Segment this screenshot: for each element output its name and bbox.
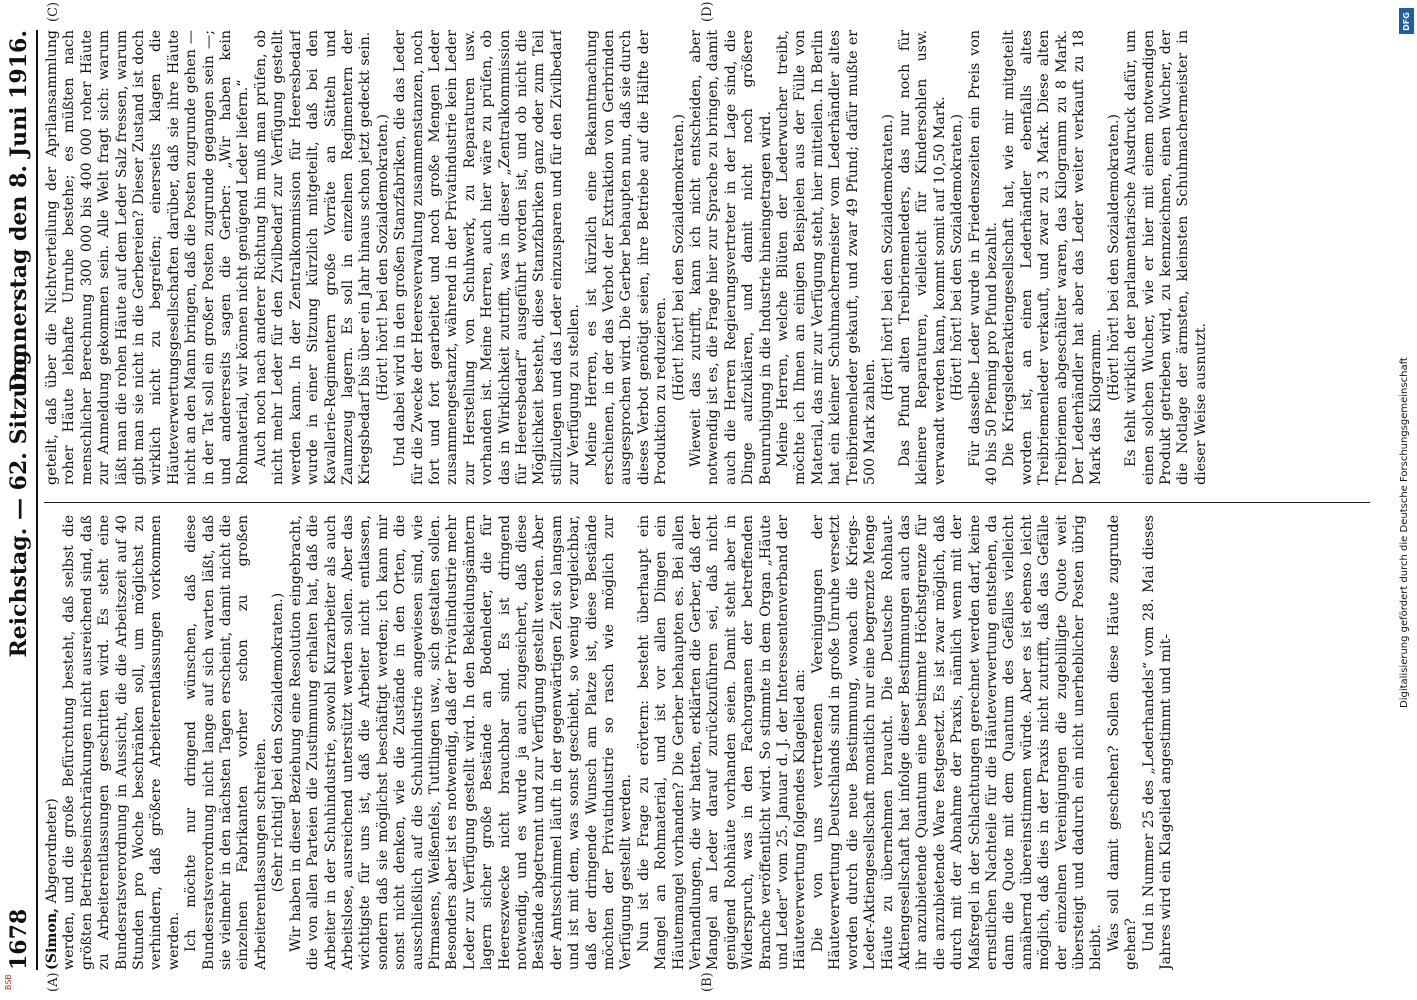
paragraph: Es fehlt wirklich der parlamentarische Ausdruck dafür, um einen solchen Wucher, wie er hier mit einem notwendigen Produkt getrieben wird, zu kennzeichnen, einen Wucher, der die Notlage der ärmsten, kleinsten Schuhmachermeister in dieser Weise ausnutzt. <box>1123 30 1209 485</box>
paragraph: Die von uns vertretenen Vereinigungen der Häuteverwertung Deutschlands sind in große Unruhe versetzt worden durch die neue Bestimmung, wonach die Kriegs-Leder-Aktiengesellschaft monatlich nur eine begrenzte Menge Häute zu übernehmen braucht. Die Deutsche Rohhaut-Aktiengesellschaft hat infolge dieser Bestimmungen auch das ihr anzubietende Quantum eine bestimmte Höchstgrenze für die anzubietende Ware festgesetzt. Es ist zwar möglich, daß durch mit der Abnahme der Praxis, nämlich wenn mit der Maßregel in der Schlachtungen gerechnet werden darf, keine ernstlichen Nachteile für die Häuteverwertung entstehen, da dann die Quote mit dem Quantum des Gefälles vielleicht annähernd übereinstimmen würde. Aber es ist ebenso leicht möglich, daß dies in der Praxis nicht zutrifft, daß das Gefälle der einzelnen Vereinigungen die zugebilligte Quote weit übersteigt und dadurch ein nicht unerheblicher Posten übrig bleibt. <box>809 515 1105 970</box>
margin-letter-a: (A) <box>46 972 61 992</box>
interjection: (Hört! hört! bei den Sozialdemokraten.) <box>879 113 896 402</box>
interjection: (Hört! hört! bei den Sozialdemokraten.) <box>949 113 966 402</box>
page-header <box>6 30 38 970</box>
paragraph: Wieweit das zutrifft, kann ich nicht entscheiden, aber notwendig ist es, die Frage hier zur Sprache zu bringen, damit auch die Herren Regierungsvertreter in der Lage sind, die Dinge aufzuklären, und damit nicht noch größere Beunruhigung in die Industrie hineingetragen wird. <box>688 30 774 485</box>
margin-letter-c: (C) <box>46 1 61 22</box>
library-stamp-text: BSB <box>4 974 13 990</box>
paragraph: geteilt, daß über die Nichtverteilung der Aprilansammlung roher Häute lebhafte Unruhe bestehe; es müßten nach menschlicher Berechnung 300 000 bis 400 000 roher Häute zur Anmeldung gekommen sein. Alle Welt fragt sich: warum läßt man die rohen Häute auf dem Leder Salz fressen, warum gibt man sie nicht in die Gerbereien? Dieser Zustand ist doch wirklich nicht zu begreifen; einerseits klagen die Häuteverwertungsgesellschaften darüber, daß sie ihre Häute nicht an den Mann bringen, daß die Posten zugrunde gehen — in der Tat soll ein großer Posten zugrunde gegangen sein —; und andererseits sagen die Gerber: „Wir haben kein Rohmaterial, wir können nicht genügend Leder liefern.“ <box>44 30 252 485</box>
page-number: 1678 <box>6 908 32 970</box>
paragraph: Ich möchte nur dringend wünschen, daß diese Bundesratsverordnung nicht lange auf sich warten läßt, daß sie vielmehr in den nächsten Tagen erscheint, damit nicht die einzelnen Fabrikanten vorher schon zu großen Arbeiterentlassungen schreiten. <box>183 515 269 970</box>
funding-credit: Digitalisierung gefördert durch die Deutsche Forschungsgemeinschaft <box>1399 357 1410 708</box>
paragraph: Und dabei wird in den großen Stanzfabriken, die das Leder für die Zwecke der Heeresverwaltung zusammenstanzen, noch fort und fort gearbeitet und noch große Mengen Leder zusammengestanzt, während in der Privatindustrie kein Leder zur Herstellung von Schuhwerk, zu Reparaturen usw. vorhanden ist. Meine Herren, auch hier wäre zu prüfen, ob das in Wirklichkeit zutrifft, was in dieser „Zentralkommission für Heeresbedarf“ ausgeführt worden ist, und ob nicht die Möglichkeit besteht, diese Stanzfabriken ganz oder zum Teil stillzulegen und das Leder einzusparen und für den Zivilbedarf zur Verfügung zu stellen. <box>392 30 583 485</box>
page-date: Donnerstag den 8. Juni 1916. <box>6 30 32 393</box>
interjection: (Hört! hört! bei den Sozialdemokraten.) <box>670 113 687 402</box>
paragraph: Auch noch nach anderer Richtung hin muß man prüfen, ob nicht mehr Leder für den Zivilbedarf zur Verfügung gestellt werden kann. In der Zentralkommission für Heeresbedarf wurde in einer Sitzung kürzlich mitgeteilt, daß bei den Kavallerie-Regimentern große Vorräte an Sätteln und Zaumzeug lagern. Es soll in einzelnen Regimentern der Kriegsbedarf bis über ein Jahr hinaus schon jetzt gedeckt sein. <box>252 30 374 485</box>
paragraph: werden, und die große Befürchtung besteht, daß selbst die größten Betriebseinschränkungen nicht ausreichend sind, daß zu Arbeiterentlassungen geschritten wird. Es steht eine Bundesratsverordnung in Aussicht, die die Arbeitszeit auf 40 Stunden pro Woche beschränken soll, um möglichst zu verhindern, daß größere Arbeiterentlassungen vorkommen werden. <box>61 515 182 970</box>
speaker-role: Abgeordneter) <box>44 798 60 904</box>
speaker-name: (Simon, <box>44 907 60 970</box>
text-column-right <box>44 30 1370 485</box>
paragraph: Und in Nummer 25 des „Lederhandels“ vom 28. Mai dieses Jahres wird ein Klagelied angestimmt und mit- <box>1140 515 1174 970</box>
paragraph: Was soll damit geschehen? Sollen diese Häute zugrunde gehen? <box>1105 515 1140 970</box>
paragraph: Meine Herren, es ist kürzlich eine Bekanntmachung erschienen, in der das Verbot der Extraktion von Gerbrinden ausgesprochen wird. Die Gerber behaupten nun, daß sie durch dieses Verbot genötigt seien, ihre Betriebe auf die Hälfte der Produktion zu reduzieren. <box>583 30 670 485</box>
paragraph: Nun ist die Frage zu erörtern: besteht überhaupt ein Mangel an Rohmaterial, und ist vor allen Dingen ein Häutemangel vorhanden? Die Gerber behaupten es. Bei allen Verhandlungen, die wir hatten, erklärten die Gerber, daß der Mangel an Leder darauf zurückzuführen sei, daß nicht genügend Rohhäute vorhanden seien. Damit steht aber in Widerspruch, was in den Fachorganen der betreffenden Branche veröffentlicht wird. So stimmte in dem Organ „Häute und Leder“ vom 25. Januar d. J. der Interessentenverband der Häuteverwertung folgendes Klagelied an: <box>635 515 809 970</box>
margin-letter-b: (B) <box>700 972 715 992</box>
paragraph: Meine Herren, welche Blüten der Lederwucher treibt, möchte ich Ihnen an einigen Beispielen aus der Fülle von Material, das mir zur Verfügung steht, hier mitteilen. In Berlin hat ein kleiner Schuhmachermeister vom Lederhändler altes Treibriemenleder gekauft, und zwar 49 Pfund; dafür mußte er 500 Mark zahlen. <box>775 30 879 485</box>
text-column-left <box>44 515 1370 970</box>
paragraph: Wir haben in dieser Beziehung eine Resolution eingebracht, die von allen Parteien die Zustimmung erhalten hat, daß die Arbeiter in der Schuhindustrie, sowohl Kurzarbeiter als auch Arbeitslose, ausreichend unterstützt werden sollen. Aber das wichtigste für uns ist, daß die Arbeiter nicht entlassen, sondern daß sie möglichst beschäftigt werden; ich kann mir sonst nicht denken, wie die Zustände in den Orten, die ausschließlich auf die Schuhindustrie angewiesen sind, wie Pirmasens, Weißenfels, Tuttlingen usw., sich gestalten sollen. Besonders aber ist es notwendig, daß der Privatindustrie mehr Leder zur Verfügung gestellt wird. In den Bekleidungsämtern lagern sicher große Bestände an Bodenleder, die für Heereszwecke nicht brauchbar sind. Es ist dringend notwendig, und es wurde ja auch zugesichert, daß diese Bestände abgetrennt und zur Verfügung gestellt werden. Aber der Amtsschimmel läuft in der gegenwärtigen Zeit so langsam und ist mit dem, was sonst geschieht, so wenig vergleichbar, daß der dringende Wunsch am Platze ist, diese Bestände möchten der Privatindustrie so rasch wie möglich zur Verfügung gestellt werden. <box>287 515 635 970</box>
column-divider <box>44 502 1370 503</box>
page-title: Reichstag. — 62. Sitzung. <box>6 342 32 658</box>
interjection: (Hört! hört! bei den Sozialdemokraten.) <box>1105 113 1122 402</box>
library-stamp <box>4 960 16 994</box>
paragraph: Die Kriegslederaktiengesellschaft hat, wie mir mitgeteilt worden ist, an einen Lederhändler ebenfalls altes Treibriemenleder verkauft, und zwar zu 3 Mark. Diese alten Treibriemen abgeschälter waren, das Kilogramm zu 8 Mark. Der Lederhändler hat aber das Leder weiter verkauft zu 18 Mark das Kilogramm. <box>1001 30 1105 485</box>
dfg-logo-text: DFG <box>1402 11 1412 31</box>
speaker-line <box>44 515 61 970</box>
interjection: (Hört! hört! bei den Sozialdemokraten.) <box>374 113 391 402</box>
margin-letter-d: (D) <box>700 1 715 22</box>
paragraph: Für dasselbe Leder wurde in Friedenszeiten ein Preis von 40 bis 50 Pfennig pro Pfund bezahlt. <box>966 30 1000 485</box>
paragraph: Das Pfund alten Treibriemenleders, das nur noch für kleinere Reparaturen, vielleicht für Kindersohlen usw. verwandt werden kann, kommt somit auf 10,50 Mark. <box>896 30 948 485</box>
credit-strip <box>1399 8 1415 708</box>
interjection: (Sehr richtig! bei den Sozialdemokraten.) <box>270 592 287 893</box>
